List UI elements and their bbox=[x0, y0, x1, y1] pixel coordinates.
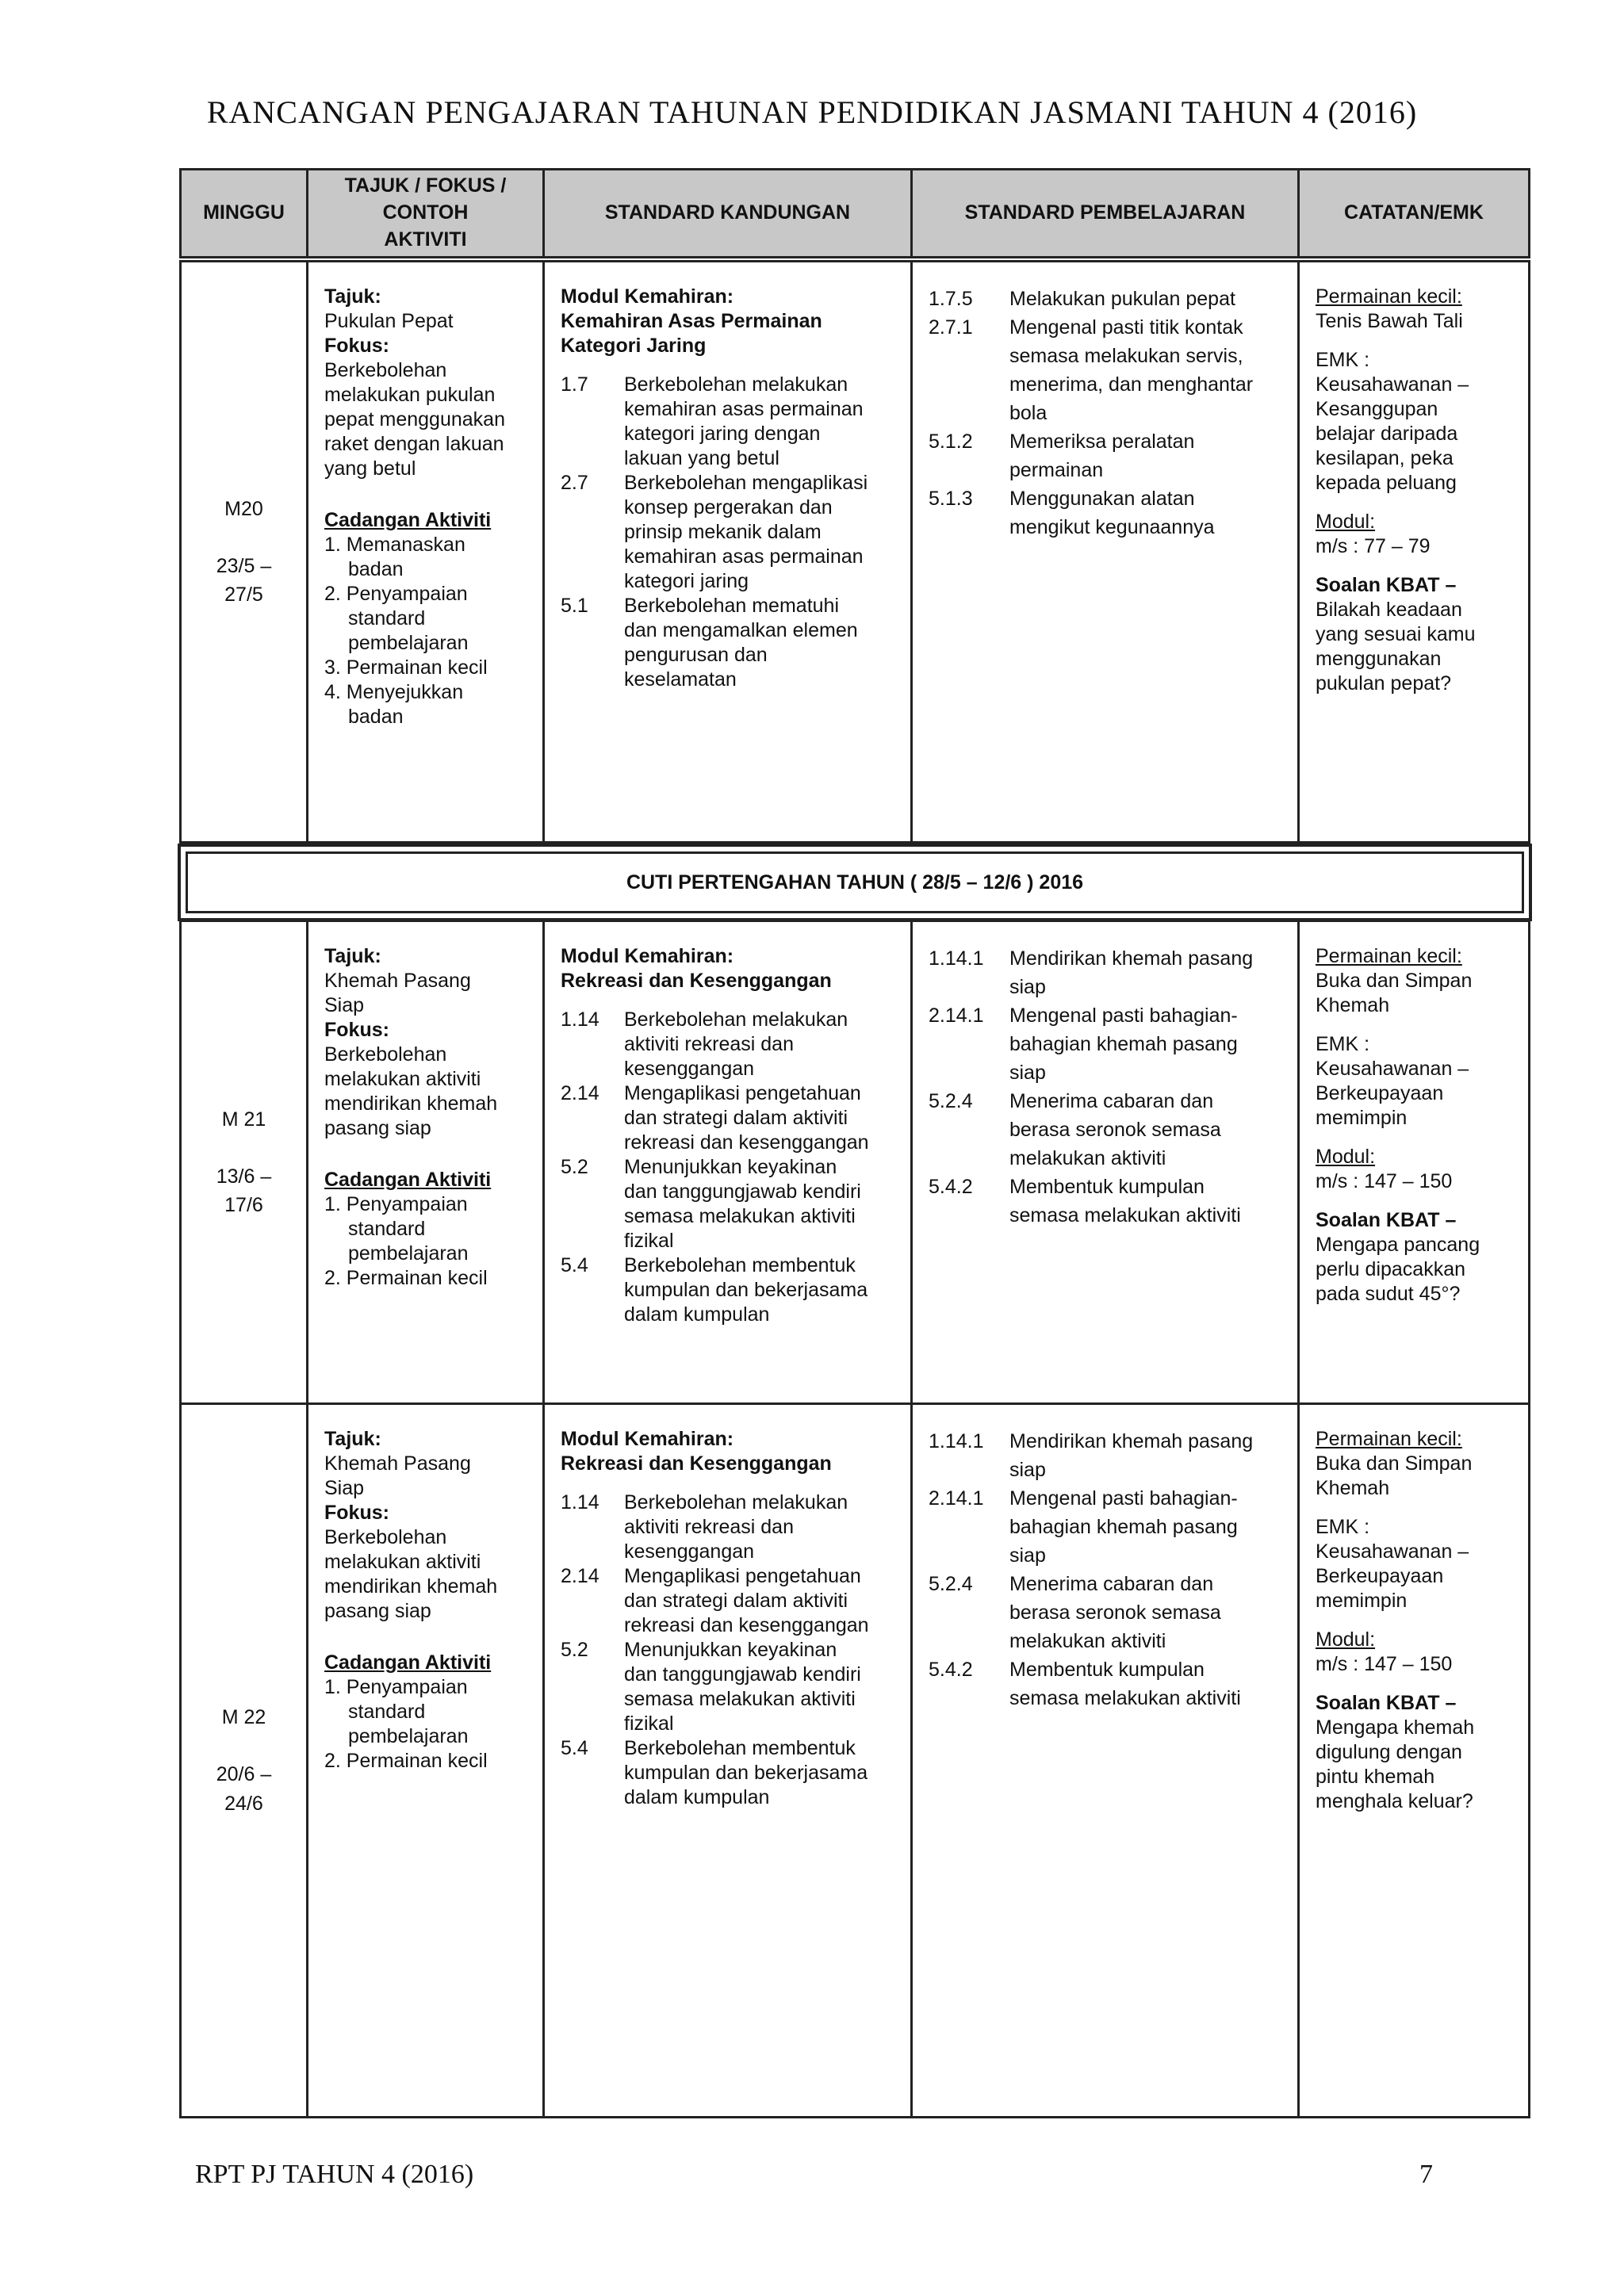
cadangan-line: 3. Permainan kecil bbox=[324, 656, 488, 679]
sk-item bbox=[561, 1736, 899, 1810]
emk-line: Berkeupayaan bbox=[1316, 1565, 1444, 1587]
permainan-label: Permainan kecil: bbox=[1316, 285, 1462, 308]
sp-number: 1.14.1 bbox=[929, 947, 984, 970]
sk-item bbox=[561, 594, 899, 692]
sk-item bbox=[561, 1564, 899, 1638]
sp-line: Menggunakan alatan bbox=[1009, 488, 1195, 510]
sp-number: 2.14.1 bbox=[929, 1487, 984, 1510]
sp-line: bola bbox=[1009, 402, 1048, 424]
cadangan-line: 1. Penyampaian bbox=[324, 1676, 468, 1698]
emk-line: Keusahawanan – bbox=[1316, 1058, 1469, 1080]
sp-number: 5.2.4 bbox=[929, 1090, 973, 1112]
sk-text bbox=[624, 1081, 899, 1155]
sp-line: Mengenal pasti bahagian- bbox=[1009, 1004, 1238, 1027]
sp-line: permainan bbox=[1009, 459, 1104, 481]
sk-line: Berkebolehan melakukan bbox=[624, 1491, 848, 1513]
sp-item bbox=[929, 1655, 1286, 1712]
sk-number: 5.4 bbox=[561, 1254, 588, 1276]
spacer bbox=[324, 1624, 531, 1651]
sk-line: Berkebolehan mematuhi bbox=[624, 595, 839, 617]
fokus-line: melakukan pukulan bbox=[324, 384, 496, 406]
sp-text bbox=[1009, 1001, 1286, 1087]
sk-text bbox=[624, 373, 899, 471]
standard-pembelajaran-cell bbox=[913, 1405, 1300, 2116]
sk-line: dan strategi dalam aktiviti bbox=[624, 1107, 848, 1129]
sk-line: fizikal bbox=[624, 1230, 674, 1252]
sk-line: Berkebolehan membentuk bbox=[624, 1254, 856, 1276]
kbat-line: Mengapa khemah bbox=[1316, 1716, 1475, 1739]
tajuk-cell bbox=[308, 262, 545, 841]
sk-line: keselamatan bbox=[624, 668, 737, 691]
fokus-line: Berkebolehan bbox=[324, 1526, 447, 1548]
sp-text bbox=[1009, 427, 1286, 484]
cadangan-line: 2. Penyampaian bbox=[324, 583, 468, 605]
kbat-label: Soalan KBAT – bbox=[1316, 574, 1457, 596]
permainan-line: Khemah bbox=[1316, 1477, 1390, 1499]
emk-line: Berkeupayaan bbox=[1316, 1082, 1444, 1104]
sp-line: Mendirikan khemah pasang bbox=[1009, 1430, 1254, 1452]
sk-line: kemahiran asas permainan bbox=[624, 398, 864, 420]
tajuk-line: Khemah Pasang bbox=[324, 970, 471, 992]
sp-line: Melakukan pukulan pepat bbox=[1009, 288, 1235, 310]
fokus-line: pepat menggunakan bbox=[324, 408, 505, 430]
sp-item bbox=[929, 1427, 1286, 1484]
emk-line: kepada peluang bbox=[1316, 472, 1457, 494]
permainan-line: Tenis Bawah Tali bbox=[1316, 310, 1463, 332]
sp-line: semasa melakukan aktiviti bbox=[1009, 1204, 1241, 1226]
kbat-line: Mengapa pancang bbox=[1316, 1234, 1480, 1256]
sk-number: 5.2 bbox=[561, 1639, 588, 1661]
fokus-line: raket dengan lakuan bbox=[324, 433, 504, 455]
sk-line: rekreasi dan kesenggangan bbox=[624, 1614, 869, 1636]
sk-line: Menunjukkan keyakinan bbox=[624, 1156, 837, 1178]
sp-line: Membentuk kumpulan bbox=[1009, 1659, 1205, 1681]
sp-number: 2.7.1 bbox=[929, 316, 973, 339]
week-date-end: 24/6 bbox=[224, 1792, 263, 1815]
fokus-line: yang betul bbox=[324, 457, 416, 480]
fokus-line: melakukan aktiviti bbox=[324, 1551, 481, 1573]
sk-item bbox=[561, 1490, 899, 1564]
cadangan-line: pembelajaran bbox=[348, 1725, 469, 1747]
spacer bbox=[1316, 559, 1517, 573]
cadangan-label: Cadangan Aktiviti bbox=[324, 1651, 492, 1674]
table-row bbox=[179, 260, 1530, 844]
header-tajuk-text: TAJUK / FOKUS / CONTOH AKTIVITI bbox=[344, 174, 507, 251]
emk-label: EMK : bbox=[1316, 1516, 1370, 1538]
sk-item bbox=[561, 1253, 899, 1327]
sk-number: 2.14 bbox=[561, 1082, 599, 1104]
modul-ref-label: Modul: bbox=[1316, 511, 1376, 533]
sk-line: kesenggangan bbox=[624, 1058, 755, 1080]
cadangan-line: pembelajaran bbox=[348, 632, 469, 654]
sk-line: prinsip mekanik dalam bbox=[624, 521, 822, 543]
fokus-line: pasang siap bbox=[324, 1600, 431, 1622]
sp-item bbox=[929, 313, 1286, 427]
sp-line: bahagian khemah pasang bbox=[1009, 1033, 1238, 1055]
tajuk-cell bbox=[308, 922, 545, 1402]
tajuk-label: Tajuk: bbox=[324, 945, 381, 967]
permainan-line: Buka dan Simpan bbox=[1316, 1452, 1473, 1475]
sp-line: Memeriksa peralatan bbox=[1009, 430, 1195, 453]
kbat-label: Soalan KBAT – bbox=[1316, 1692, 1457, 1714]
week-date-start: 23/5 – bbox=[216, 554, 272, 577]
header-standard-pembelajaran: STANDARD PEMBELAJARAN bbox=[913, 170, 1300, 256]
sp-line: siap bbox=[1009, 1544, 1046, 1567]
sp-line: semasa melakukan aktiviti bbox=[1009, 1687, 1241, 1709]
sk-line: konsep pergerakan dan bbox=[624, 496, 833, 519]
spacer bbox=[1316, 1677, 1517, 1691]
spacer bbox=[1316, 1194, 1517, 1208]
sp-number: 5.2.4 bbox=[929, 1573, 973, 1595]
kbat-line: pukulan pepat? bbox=[1316, 672, 1451, 695]
spacer bbox=[324, 481, 531, 508]
cadangan-line: standard bbox=[348, 607, 426, 629]
sp-number: 5.1.3 bbox=[929, 488, 973, 510]
standard-kandungan-cell bbox=[545, 1405, 913, 2116]
sp-line: siap bbox=[1009, 1062, 1046, 1084]
sp-line: mengikut kegunaannya bbox=[1009, 516, 1215, 538]
emk-line: Keusahawanan – bbox=[1316, 1540, 1469, 1563]
modul-line: Rekreasi dan Kesenggangan bbox=[561, 970, 832, 992]
cadangan-label: Cadangan Aktiviti bbox=[324, 509, 492, 531]
sp-text bbox=[1009, 1173, 1286, 1230]
catatan-cell bbox=[1300, 922, 1528, 1402]
fokus-label: Fokus: bbox=[324, 335, 389, 357]
emk-line: belajar daripada bbox=[1316, 423, 1458, 445]
fokus-line: mendirikan khemah bbox=[324, 1575, 498, 1598]
spacer bbox=[1316, 1018, 1517, 1032]
sk-item bbox=[561, 373, 899, 471]
week-number: M 21 bbox=[221, 1108, 266, 1131]
sk-line: dan mengamalkan elemen bbox=[624, 619, 858, 641]
sp-number: 5.1.2 bbox=[929, 430, 973, 453]
standard-pembelajaran-cell bbox=[913, 922, 1300, 1402]
standard-pembelajaran-cell bbox=[913, 262, 1300, 841]
header-standard-kandungan: STANDARD KANDUNGAN bbox=[545, 170, 913, 256]
tajuk-cell bbox=[308, 1405, 545, 2116]
sp-item bbox=[929, 1570, 1286, 1655]
fokus-line: Berkebolehan bbox=[324, 1043, 447, 1066]
tajuk-label: Tajuk: bbox=[324, 1428, 381, 1450]
table-row bbox=[179, 1405, 1530, 2118]
sp-line: siap bbox=[1009, 976, 1046, 998]
tajuk-line: Khemah Pasang bbox=[324, 1452, 471, 1475]
sp-line: berasa seronok semasa bbox=[1009, 1601, 1221, 1624]
spacer bbox=[1316, 1501, 1517, 1515]
sp-line: bahagian khemah pasang bbox=[1009, 1516, 1238, 1538]
sp-line: semasa melakukan servis, bbox=[1009, 345, 1243, 367]
modul-label: Modul Kemahiran: bbox=[561, 285, 734, 308]
week-cell bbox=[182, 262, 308, 841]
sk-line: dan tanggungjawab kendiri bbox=[624, 1181, 861, 1203]
sp-text bbox=[1009, 484, 1286, 541]
spacer bbox=[324, 1141, 531, 1168]
spacer bbox=[561, 993, 899, 1008]
week-date-start: 20/6 – bbox=[216, 1763, 272, 1786]
kbat-line: Bilakah keadaan bbox=[1316, 599, 1462, 621]
spacer bbox=[561, 358, 899, 373]
modul-label: Modul Kemahiran: bbox=[561, 945, 734, 967]
cadangan-line: 4. Menyejukkan bbox=[324, 681, 464, 703]
sk-number: 5.4 bbox=[561, 1737, 588, 1759]
sk-line: Berkebolehan melakukan bbox=[624, 373, 848, 396]
sp-item bbox=[929, 1087, 1286, 1173]
sk-line: dan tanggungjawab kendiri bbox=[624, 1663, 861, 1686]
sp-line: melakukan aktiviti bbox=[1009, 1630, 1166, 1652]
sk-line: Berkebolehan melakukan bbox=[624, 1008, 848, 1031]
cuti-text: CUTI PERTENGAHAN TAHUN ( 28/5 – 12/6 ) 2016 bbox=[186, 851, 1524, 913]
week-cell bbox=[182, 1405, 308, 2116]
kbat-line: menggunakan bbox=[1316, 648, 1442, 670]
sk-item bbox=[561, 1638, 899, 1736]
sk-number: 1.7 bbox=[561, 373, 588, 396]
sp-text bbox=[1009, 1655, 1286, 1712]
week-date-start: 13/6 – bbox=[216, 1165, 272, 1188]
sk-line: pengurusan dan bbox=[624, 644, 768, 666]
sp-item bbox=[929, 427, 1286, 484]
cadangan-line: standard bbox=[348, 1218, 426, 1240]
fokus-line: Berkebolehan bbox=[324, 359, 447, 381]
kbat-line: menghala keluar? bbox=[1316, 1790, 1473, 1812]
sp-line: Mendirikan khemah pasang bbox=[1009, 947, 1254, 970]
sp-text bbox=[1009, 313, 1286, 427]
sk-item bbox=[561, 471, 899, 594]
sp-line: Menerima cabaran dan bbox=[1009, 1090, 1214, 1112]
sk-item bbox=[561, 1008, 899, 1081]
emk-label: EMK : bbox=[1316, 349, 1370, 371]
spacer bbox=[1316, 1131, 1517, 1145]
sk-line: semasa melakukan aktiviti bbox=[624, 1688, 856, 1710]
sp-line: siap bbox=[1009, 1459, 1046, 1481]
standard-kandungan-cell bbox=[545, 922, 913, 1402]
sk-text bbox=[624, 471, 899, 594]
cuti-banner bbox=[178, 844, 1532, 921]
modul-line: Kemahiran Asas Permainan bbox=[561, 310, 822, 332]
header-minggu: MINGGU bbox=[182, 170, 308, 256]
tajuk-line: Siap bbox=[324, 994, 365, 1016]
emk-label: EMK : bbox=[1316, 1033, 1370, 1055]
sk-line: dalam kumpulan bbox=[624, 1786, 770, 1808]
permainan-line: Khemah bbox=[1316, 994, 1390, 1016]
sp-number: 5.4.2 bbox=[929, 1659, 973, 1681]
sp-line: berasa seronok semasa bbox=[1009, 1119, 1221, 1141]
sk-line: dan strategi dalam aktiviti bbox=[624, 1590, 848, 1612]
sk-line: fizikal bbox=[624, 1712, 674, 1735]
modul-line: Rekreasi dan Kesenggangan bbox=[561, 1452, 832, 1475]
week-number: M20 bbox=[224, 497, 263, 520]
permainan-label: Permainan kecil: bbox=[1316, 945, 1462, 967]
fokus-line: melakukan aktiviti bbox=[324, 1068, 481, 1090]
sk-line: Menunjukkan keyakinan bbox=[624, 1639, 837, 1661]
sk-line: Mengaplikasi pengetahuan bbox=[624, 1565, 861, 1587]
kbat-line: yang sesuai kamu bbox=[1316, 623, 1476, 645]
tajuk-line: Pukulan Pepat bbox=[324, 310, 454, 332]
emk-line: Kesanggupan bbox=[1316, 398, 1438, 420]
sp-line: menerima, dan menghantar bbox=[1009, 373, 1254, 396]
standard-kandungan-cell bbox=[545, 262, 913, 841]
sk-text bbox=[624, 1253, 899, 1327]
kbat-line: pada sudut 45°? bbox=[1316, 1283, 1461, 1305]
kbat-label: Soalan KBAT – bbox=[1316, 1209, 1457, 1231]
kbat-line: perlu dipacakkan bbox=[1316, 1258, 1466, 1280]
header-catatan: CATATAN/EMK bbox=[1344, 201, 1484, 224]
week-date-end: 17/6 bbox=[224, 1194, 263, 1217]
sp-line: Mengenal pasti titik kontak bbox=[1009, 316, 1243, 339]
sk-number: 5.2 bbox=[561, 1156, 588, 1178]
sp-text bbox=[1009, 1427, 1286, 1484]
cadangan-line: badan bbox=[348, 706, 404, 728]
spacer bbox=[1316, 496, 1517, 510]
permainan-label: Permainan kecil: bbox=[1316, 1428, 1462, 1450]
emk-line: kesilapan, peka bbox=[1316, 447, 1454, 469]
sk-line: aktiviti rekreasi dan bbox=[624, 1033, 794, 1055]
table-row bbox=[179, 920, 1530, 1405]
modul-ref-pages: m/s : 147 – 150 bbox=[1316, 1170, 1453, 1192]
spacer bbox=[1316, 1613, 1517, 1628]
sk-line: kemahiran asas permainan bbox=[624, 545, 864, 568]
week-cell bbox=[182, 922, 308, 1402]
catatan-cell bbox=[1300, 1405, 1528, 2116]
permainan-line: Buka dan Simpan bbox=[1316, 970, 1473, 992]
sp-text bbox=[1009, 1570, 1286, 1655]
modul-ref-pages: m/s : 147 – 150 bbox=[1316, 1653, 1453, 1675]
modul-ref-label: Modul: bbox=[1316, 1628, 1376, 1651]
modul-ref-pages: m/s : 77 – 79 bbox=[1316, 535, 1431, 557]
sk-text bbox=[624, 594, 899, 692]
table-header bbox=[179, 168, 1530, 258]
sk-line: kesenggangan bbox=[624, 1540, 755, 1563]
sk-text bbox=[624, 1490, 899, 1564]
sp-item bbox=[929, 285, 1286, 313]
catatan-cell bbox=[1300, 262, 1528, 841]
cadangan-line: pembelajaran bbox=[348, 1242, 469, 1265]
sk-number: 5.1 bbox=[561, 595, 588, 617]
cadangan-line: 1. Memanaskan bbox=[324, 534, 465, 556]
sk-line: Berkebolehan mengaplikasi bbox=[624, 472, 868, 494]
sp-text bbox=[1009, 1484, 1286, 1570]
footer-title: RPT PJ TAHUN 4 (2016) bbox=[195, 2160, 474, 2189]
sk-item bbox=[561, 1081, 899, 1155]
sk-item bbox=[561, 1155, 899, 1253]
sk-line: kumpulan dan bekerjasama bbox=[624, 1762, 868, 1784]
document-title: RANCANGAN PENGAJARAN TAHUNAN PENDIDIKAN JASMANI TAHUN 4 (2016) bbox=[206, 94, 1418, 130]
sp-text bbox=[1009, 285, 1286, 313]
sk-line: kategori jaring dengan bbox=[624, 423, 821, 445]
sk-line: Berkebolehan membentuk bbox=[624, 1737, 856, 1759]
sp-item bbox=[929, 1173, 1286, 1230]
sk-text bbox=[624, 1638, 899, 1736]
sk-number: 1.14 bbox=[561, 1008, 599, 1031]
cadangan-line: 1. Penyampaian bbox=[324, 1193, 468, 1215]
sp-line: melakukan aktiviti bbox=[1009, 1147, 1166, 1169]
sp-item bbox=[929, 1484, 1286, 1570]
modul-ref-label: Modul: bbox=[1316, 1146, 1376, 1168]
sk-line: semasa melakukan aktiviti bbox=[624, 1205, 856, 1227]
cadangan-label: Cadangan Aktiviti bbox=[324, 1169, 492, 1191]
sk-line: aktiviti rekreasi dan bbox=[624, 1516, 794, 1538]
modul-line: Kategori Jaring bbox=[561, 335, 707, 357]
emk-line: memimpin bbox=[1316, 1590, 1408, 1612]
emk-line: Keusahawanan – bbox=[1316, 373, 1469, 396]
sk-line: Mengaplikasi pengetahuan bbox=[624, 1082, 861, 1104]
sk-text bbox=[624, 1736, 899, 1810]
sp-item bbox=[929, 1001, 1286, 1087]
sk-text bbox=[624, 1564, 899, 1638]
cadangan-line: 2. Permainan kecil bbox=[324, 1267, 488, 1289]
sk-number: 2.7 bbox=[561, 472, 588, 494]
sp-text bbox=[1009, 944, 1286, 1001]
sp-item bbox=[929, 944, 1286, 1001]
sk-number: 1.14 bbox=[561, 1491, 599, 1513]
page-number: 7 bbox=[1419, 2160, 1433, 2189]
fokus-label: Fokus: bbox=[324, 1502, 389, 1524]
sk-text bbox=[624, 1155, 899, 1253]
modul-label: Modul Kemahiran: bbox=[561, 1428, 734, 1450]
cadangan-line: 2. Permainan kecil bbox=[324, 1750, 488, 1772]
sk-line: kumpulan dan bekerjasama bbox=[624, 1279, 868, 1301]
kbat-line: digulung dengan bbox=[1316, 1741, 1462, 1763]
spacer bbox=[1316, 334, 1517, 348]
tajuk-label: Tajuk: bbox=[324, 285, 381, 308]
fokus-label: Fokus: bbox=[324, 1019, 389, 1041]
sp-number: 1.14.1 bbox=[929, 1430, 984, 1452]
fokus-line: mendirikan khemah bbox=[324, 1093, 498, 1115]
header-tajuk bbox=[308, 170, 545, 256]
spacer bbox=[561, 1476, 899, 1490]
sp-number: 2.14.1 bbox=[929, 1004, 984, 1027]
kbat-line: pintu khemah bbox=[1316, 1766, 1435, 1788]
emk-line: memimpin bbox=[1316, 1107, 1408, 1129]
sk-line: rekreasi dan kesenggangan bbox=[624, 1131, 869, 1154]
sk-line: dalam kumpulan bbox=[624, 1303, 770, 1326]
sp-number: 1.7.5 bbox=[929, 288, 973, 310]
sk-number: 2.14 bbox=[561, 1565, 599, 1587]
cadangan-line: badan bbox=[348, 558, 404, 580]
sk-line: kategori jaring bbox=[624, 570, 749, 592]
week-date-end: 27/5 bbox=[224, 584, 263, 607]
tajuk-line: Siap bbox=[324, 1477, 365, 1499]
sk-line: lakuan yang betul bbox=[624, 447, 779, 469]
week-number: M 22 bbox=[221, 1706, 266, 1729]
sk-text bbox=[624, 1008, 899, 1081]
sp-text bbox=[1009, 1087, 1286, 1173]
sp-line: Menerima cabaran dan bbox=[1009, 1573, 1214, 1595]
fokus-line: pasang siap bbox=[324, 1117, 431, 1139]
sp-item bbox=[929, 484, 1286, 541]
sp-line: Membentuk kumpulan bbox=[1009, 1176, 1205, 1198]
sp-number: 5.4.2 bbox=[929, 1176, 973, 1198]
sp-line: Mengenal pasti bahagian- bbox=[1009, 1487, 1238, 1510]
cadangan-line: standard bbox=[348, 1701, 426, 1723]
